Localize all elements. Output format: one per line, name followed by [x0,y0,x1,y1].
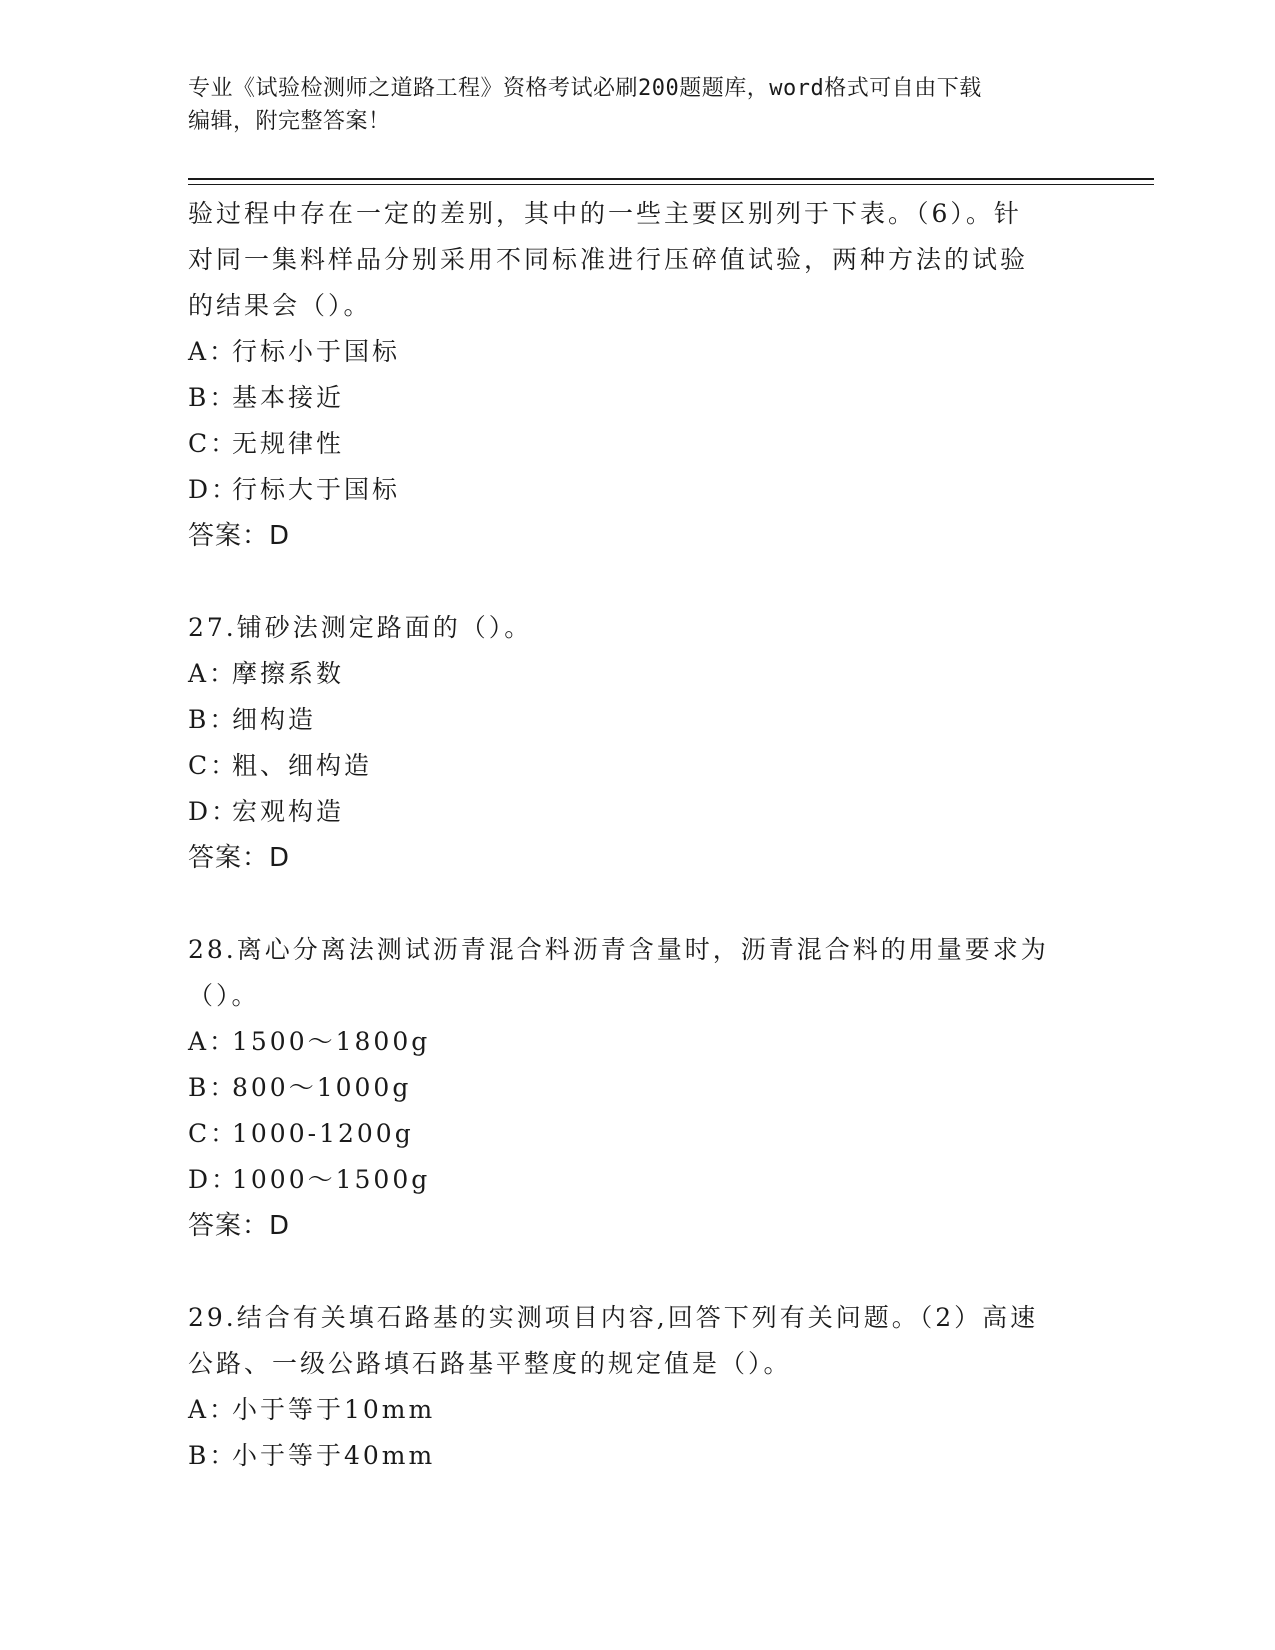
option-c [188,421,1088,467]
question-27 [188,605,1088,881]
spacer [188,1249,1088,1295]
option-b [188,697,1088,743]
option-key: D： [188,1165,240,1194]
answer-line: 答案：D [188,1211,291,1241]
question-text-line: 28.离心分离法测试沥青混合料沥青含量时，沥青混合料的用量要求为 [188,935,1049,964]
option-text: 1500～1800g [232,1027,431,1056]
header-line-2: 编辑，附完整答案！ [188,109,391,134]
question-text-line: 公路、一级公路填石路基平整度的规定值是（）。 [188,1349,792,1378]
question-29 [188,1295,1088,1479]
option-b [188,1065,1088,1111]
option-text: 小于等于10mm [232,1395,436,1424]
question-text-line: 验过程中存在一定的差别，其中的一些主要区别列于下表。（6）。针 [188,199,1022,228]
option-text: 粗、细构造 [232,751,373,780]
spacer [188,881,1088,927]
option-text: 基本接近 [232,383,345,412]
option-d [188,467,1088,513]
option-key: C： [188,1119,239,1148]
option-d [188,789,1088,835]
answer-line: 答案：D [188,521,291,551]
question-text-line: 对同一集料样品分别采用不同标准进行压碎值试验，两种方法的试验 [188,245,1029,274]
option-text: 1000-1200g [232,1119,414,1148]
option-text: 摩擦系数 [232,659,345,688]
document-header [188,72,1088,138]
header-divider-thin [188,184,1154,185]
option-text: 行标小于国标 [232,337,401,366]
option-key: A： [188,659,238,688]
option-key: A： [188,1395,238,1424]
option-key: B： [188,705,238,734]
option-a [188,1387,1088,1433]
question-28 [188,927,1088,1249]
option-text: 无规律性 [232,429,345,458]
option-a [188,1019,1088,1065]
option-key: B： [188,383,238,412]
option-d [188,1157,1088,1203]
option-key: B： [188,1073,238,1102]
answer-line: 答案：D [188,843,291,873]
option-key: D： [188,797,240,826]
option-text: 小于等于40mm [232,1441,436,1470]
question-text-line: 的结果会（）。 [188,291,372,320]
option-b [188,1433,1088,1479]
option-c [188,1111,1088,1157]
question-list [188,191,1088,1479]
option-key: B： [188,1441,238,1470]
question-text-line: 29.结合有关填石路基的实测项目内容,回答下列有关问题。（2）高速 [188,1303,1039,1332]
option-key: A： [188,337,238,366]
option-text: 细构造 [232,705,317,734]
option-key: C： [188,751,239,780]
option-b [188,375,1088,421]
option-text: 800～1000g [232,1073,412,1102]
option-a [188,651,1088,697]
header-line-1: 专业《试验检测师之道路工程》资格考试必刷200题题库，word格式可自由下载 [188,76,982,101]
option-a [188,329,1088,375]
question-26 [188,191,1088,559]
option-key: C： [188,429,239,458]
option-key: D： [188,475,240,504]
option-key: A： [188,1027,238,1056]
option-c [188,743,1088,789]
question-text-line: 27.铺砂法测定路面的（）。 [188,613,533,642]
question-text-line: （）。 [188,981,260,1010]
option-text: 1000～1500g [232,1165,431,1194]
option-text: 宏观构造 [232,797,345,826]
option-text: 行标大于国标 [232,475,401,504]
header-divider-thick [188,178,1154,180]
spacer [188,559,1088,605]
